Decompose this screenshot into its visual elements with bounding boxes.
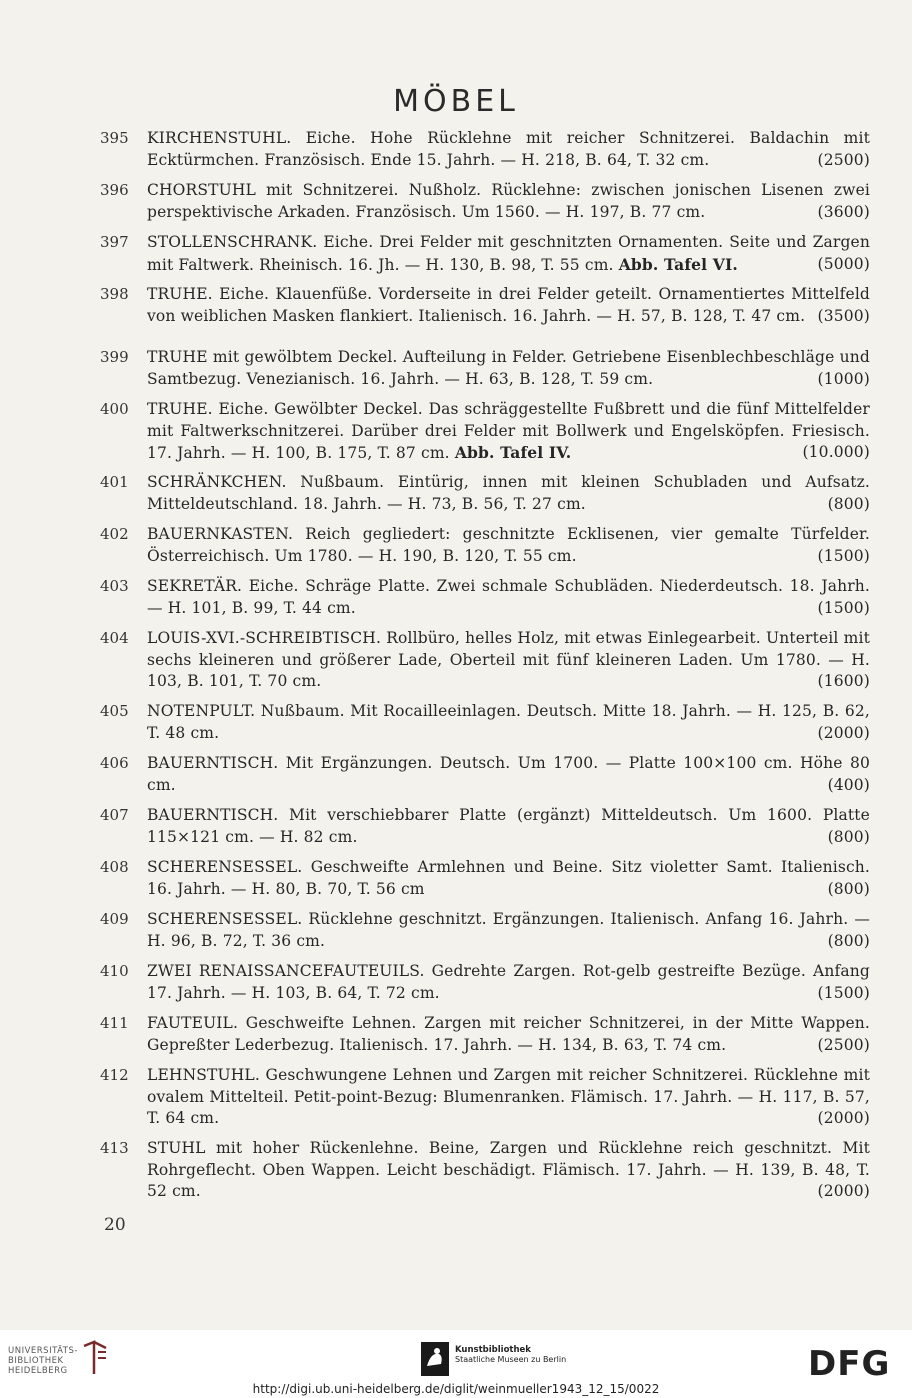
page-number: 20 xyxy=(104,1215,126,1235)
entry-price: (3500) xyxy=(817,306,870,325)
entry-description xyxy=(147,753,870,796)
entry-price: (1500) xyxy=(817,598,870,617)
entry-price: (1500) xyxy=(817,983,870,1002)
entry-description xyxy=(147,1013,870,1056)
catalog-entry xyxy=(100,909,870,952)
entry-price: (2500) xyxy=(817,1035,870,1054)
entry-number: 407 xyxy=(100,806,129,824)
entry-number: 405 xyxy=(100,702,129,720)
entry-description xyxy=(147,576,870,619)
entry-number: 402 xyxy=(100,525,129,543)
entry-description xyxy=(147,128,870,171)
entry-number: 412 xyxy=(100,1066,129,1084)
entry-description xyxy=(147,805,870,848)
university-library-label xyxy=(8,1346,78,1376)
university-logo-icon xyxy=(80,1340,110,1376)
entry-text: TRUHE. Eiche. Gewölbter Deckel. Das schräggestellte Fußbrett und die fünf Mittelfelder mit Faltwerkschnitzerei. Darüber drei Felder mit Bollwerk und Engelsköpfen. Friesisch. 17. Jahrh. — H. 100, B. 175, T. 87 cm. xyxy=(147,400,870,462)
entry-number: 399 xyxy=(100,348,129,366)
entry-text: KIRCHENSTUHL. Eiche. Hohe Rücklehne mit reicher Schnitzerei. Baldachin mit Ecktürmchen. Französisch. Ende 15. Jahrh. — H. 218, B. 64, T. 32 cm. xyxy=(147,129,870,169)
entry-price: (800) xyxy=(827,931,870,950)
entry-price: (10.000) xyxy=(802,443,870,461)
entry-description xyxy=(147,524,870,567)
entry-text: TRUHE mit gewölbtem Deckel. Aufteilung in Felder. Getriebene Eisenblechbeschläge und Samtbezug. Venezianisch. 16. Jahrh. — H. 63, B. 128, T. 59 cm. xyxy=(147,348,870,388)
entry-text: NOTENPULT. Nußbaum. Mit Rocailleeinlagen. Deutsch. Mitte 18. Jahrh. — H. 125, B. 62, T. 48 cm. xyxy=(147,702,870,742)
entry-price: (2000) xyxy=(817,1182,870,1200)
catalog-entry xyxy=(100,472,870,515)
entry-number: 406 xyxy=(100,754,129,772)
entry-number: 395 xyxy=(100,129,129,147)
entry-number: 411 xyxy=(100,1014,129,1032)
catalog-entry xyxy=(100,701,870,744)
entry-description xyxy=(147,347,870,390)
entry-price: (2000) xyxy=(817,1109,870,1127)
entry-text: SEKRETÄR. Eiche. Schräge Platte. Zwei schmale Schubläden. Niederdeutsch. 18. Jahrh. — H. 101, B. 99, T. 44 cm. xyxy=(147,577,870,617)
entry-description xyxy=(147,284,870,327)
entry-description xyxy=(147,232,870,276)
entry-number: 400 xyxy=(100,400,129,418)
entry-text: SCHERENSESSEL. Rücklehne geschnitzt. Ergänzungen. Italienisch. Anfang 16. Jahrh. — H. 96, B. 72, T. 36 cm. xyxy=(147,910,870,950)
plate-reference: Abb. Tafel IV. xyxy=(454,443,572,462)
entry-description xyxy=(147,909,870,952)
catalog-entry xyxy=(100,284,870,327)
entry-description xyxy=(147,857,870,900)
entry-text: STUHL mit hoher Rückenlehne. Beine, Zargen und Rücklehne reich geschnitzt. Mit Rohrgeflecht. Oben Wappen. Leicht beschädigt. Flämisch. 17. Jahrh. — H. 139, B. 48, T. 52 cm. xyxy=(147,1139,870,1200)
entry-price: (800) xyxy=(827,879,870,898)
university-line: UNIVERSITÄTS- xyxy=(8,1346,78,1356)
catalog-entry xyxy=(100,753,870,796)
entry-number: 403 xyxy=(100,577,129,595)
entry-number: 397 xyxy=(100,233,129,251)
entry-price: (800) xyxy=(827,827,870,846)
catalog-entry xyxy=(100,128,870,171)
entry-description xyxy=(147,961,870,1004)
entry-description xyxy=(147,180,870,223)
catalog-entry xyxy=(100,628,870,693)
catalog-entry xyxy=(100,576,870,619)
catalog-entry xyxy=(100,399,870,465)
entry-text: BAUERNTISCH. Mit verschiebbarer Platte (ergänzt) Mitteldeutsch. Um 1600. Platte 115×121 cm. — H. 82 cm. xyxy=(147,806,870,846)
entry-text: TRUHE. Eiche. Klauenfüße. Vorderseite in drei Felder geteilt. Ornamentiertes Mittelfeld von weiblichen Masken flankiert. Italienisch. 16. Jahrh. — H. 57, B. 128, T. 47 cm. xyxy=(147,285,870,325)
kunstbibliothek-logo-icon xyxy=(421,1342,449,1376)
catalog-entry xyxy=(100,524,870,567)
page-title: MÖBEL xyxy=(393,84,519,119)
entry-price: (3600) xyxy=(817,202,870,221)
entry-price: (2000) xyxy=(817,723,870,742)
kb-title: Kunstbibliothek xyxy=(455,1345,531,1355)
entry-description xyxy=(147,1065,870,1130)
entry-price: (400) xyxy=(827,775,870,794)
entry-number: 408 xyxy=(100,858,129,876)
entry-price: (1600) xyxy=(817,672,870,690)
entry-price: (5000) xyxy=(817,254,870,273)
entry-text: ZWEI RENAISSANCEFAUTEUILS. Gedrehte Zargen. Rot-gelb gestreifte Bezüge. Anfang 17. Jahrh. — H. 103, B. 64, T. 72 cm. xyxy=(147,962,870,1002)
university-line: BIBLIOTHEK xyxy=(8,1356,64,1366)
entry-text: CHORSTUHL mit Schnitzerei. Nußholz. Rücklehne: zwischen jonischen Lisenen zwei perspektivische Arkaden. Französisch. Um 1560. — H. 197, B. 77 cm. xyxy=(147,181,870,221)
entry-number: 404 xyxy=(100,629,129,647)
entry-number: 396 xyxy=(100,181,129,199)
entry-text: STOLLENSCHRANK. Eiche. Drei Felder mit geschnitzten Ornamenten. Seite und Zargen mit Faltwerk. Rheinisch. 16. Jh. — H. 130, B. 98, T. 55 cm. xyxy=(147,233,870,274)
catalog-entry xyxy=(100,805,870,848)
kunstbibliothek-label xyxy=(455,1345,566,1365)
entry-number: 410 xyxy=(100,962,129,980)
catalog-entry xyxy=(100,857,870,900)
entry-text: LOUIS-XVI.-SCHREIBTISCH. Rollbüro, helles Holz, mit etwas Einlegearbeit. Unterteil mit sechs kleineren und größerer Lade, Oberteil mit fünf kleineren Laden. Um 1780. — H. 103, B. 101, T. 70 cm. xyxy=(147,629,870,690)
entry-price: (800) xyxy=(827,494,870,513)
catalog-entry xyxy=(100,347,870,390)
catalog-entry xyxy=(100,1013,870,1056)
catalog-entry xyxy=(100,180,870,223)
catalog-entry xyxy=(100,1138,870,1203)
entry-description xyxy=(147,701,870,744)
catalog-entry xyxy=(100,961,870,1004)
entry-description xyxy=(147,399,870,465)
entry-price: (1000) xyxy=(817,369,870,388)
entry-text: BAUERNKASTEN. Reich gegliedert: geschnitzte Ecklisenen, vier gemalte Türfelder. Österreichisch. Um 1780. — H. 190, B. 120, T. 55 cm. xyxy=(147,525,870,565)
entry-number: 409 xyxy=(100,910,129,928)
entry-text: SCHRÄNKCHEN. Nußbaum. Eintürig, innen mit kleinen Schubladen und Aufsatz. Mitteldeutschland. 18. Jahrh. — H. 73, B. 56, T. 27 cm. xyxy=(147,473,870,513)
entry-number: 398 xyxy=(100,285,129,303)
university-line: HEIDELBERG xyxy=(8,1366,68,1376)
entry-text: FAUTEUIL. Geschweifte Lehnen. Zargen mit reicher Schnitzerei, in der Mitte Wappen. Gepreßter Lederbezug. Italienisch. 17. Jahrh. — H. 134, B. 63, T. 74 cm. xyxy=(147,1014,870,1054)
catalog-entry xyxy=(100,232,870,276)
source-url[interactable]: http://digi.ub.uni-heidelberg.de/diglit/weinmueller1943_12_15/0022 xyxy=(252,1382,660,1396)
entry-price: (1500) xyxy=(817,546,870,565)
plate-reference: Abb. Tafel VI. xyxy=(618,254,738,274)
entry-text: LEHNSTUHL. Geschwungene Lehnen und Zargen mit reicher Schnitzerei. Rücklehne mit ovalem Mittelteil. Petit-point-Bezug: Blumenranken. Flämisch. 17. Jahrh. — H. 117, B. 57, T. 64 cm. xyxy=(147,1066,870,1127)
entry-number: 413 xyxy=(100,1139,129,1157)
kb-subtitle: Staatliche Museen zu Berlin xyxy=(455,1355,567,1364)
entry-description xyxy=(147,628,870,693)
entry-description xyxy=(147,1138,870,1203)
catalog-entry xyxy=(100,1065,870,1130)
entry-text: BAUERNTISCH. Mit Ergänzungen. Deutsch. Um 1700. — Platte 100×100 cm. Höhe 80 cm. xyxy=(147,754,870,794)
entry-description xyxy=(147,472,870,515)
entry-number: 401 xyxy=(100,473,129,491)
footer-bar xyxy=(0,1330,912,1398)
dfg-logo: DFG xyxy=(808,1344,891,1384)
entry-text: SCHERENSESSEL. Geschweifte Armlehnen und Beine. Sitz violetter Samt. Italienisch. 16. Jahrh. — H. 80, B. 70, T. 56 cm xyxy=(147,858,870,898)
entry-price: (2500) xyxy=(817,150,870,169)
